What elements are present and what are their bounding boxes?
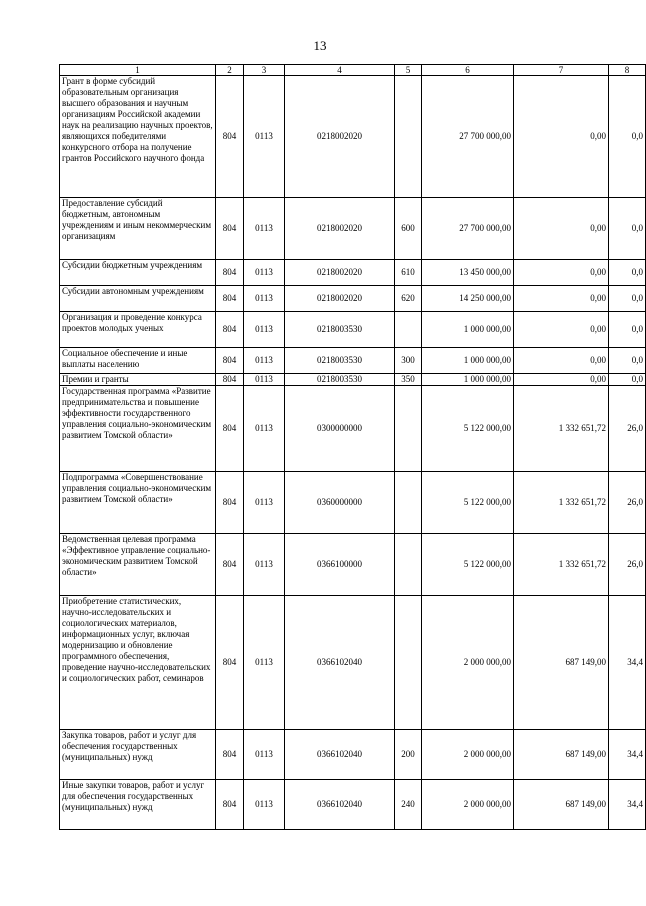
- cell-name: Социальное обеспечение и иные выплаты населению: [60, 348, 216, 374]
- cell-col6: 13 450 000,00: [422, 260, 514, 286]
- cell-col5: 300: [395, 348, 422, 374]
- table-row: [60, 730, 646, 780]
- cell-col6: 5 122 000,00: [422, 386, 514, 472]
- cell-col4: 0218002020: [285, 286, 395, 312]
- cell-col6: 5 122 000,00: [422, 534, 514, 596]
- table-row: [60, 312, 646, 348]
- cell-name: Организация и проведение конкурса проектов молодых ученых: [60, 312, 216, 348]
- table-row: [60, 76, 646, 198]
- cell-col3: 0113: [244, 198, 285, 260]
- cell-col6: 5 122 000,00: [422, 472, 514, 534]
- cell-name: Субсидии автономным учреждениям: [60, 286, 216, 312]
- cell-col8: 26,0: [609, 534, 646, 596]
- cell-name: Иные закупки товаров, работ и услуг для обеспечения государственных (муниципальных) нужд: [60, 780, 216, 830]
- cell-col3: 0113: [244, 286, 285, 312]
- cell-col4: 0366102040: [285, 596, 395, 730]
- cell-col8: 0,0: [609, 198, 646, 260]
- cell-name: Закупка товаров, работ и услуг для обеспечения государственных (муниципальных) нужд: [60, 730, 216, 780]
- cell-col8: 26,0: [609, 472, 646, 534]
- cell-col3: 0113: [244, 374, 285, 386]
- cell-col8: 0,0: [609, 76, 646, 198]
- cell-col5: [395, 472, 422, 534]
- cell-col6: 27 700 000,00: [422, 76, 514, 198]
- table-row: [60, 386, 646, 472]
- cell-col3: 0113: [244, 348, 285, 374]
- cell-col2: 804: [216, 386, 244, 472]
- cell-col8: 0,0: [609, 260, 646, 286]
- cell-col3: 0113: [244, 596, 285, 730]
- table-row: [60, 286, 646, 312]
- cell-col5: 200: [395, 730, 422, 780]
- cell-col3: 0113: [244, 76, 285, 198]
- column-header: 2: [216, 65, 244, 76]
- table-row: [60, 198, 646, 260]
- column-header: 1: [60, 65, 216, 76]
- cell-col3: 0113: [244, 312, 285, 348]
- cell-col8: 26,0: [609, 386, 646, 472]
- cell-col5: 240: [395, 780, 422, 830]
- cell-col2: 804: [216, 286, 244, 312]
- column-header: 4: [285, 65, 395, 76]
- table-row: [60, 596, 646, 730]
- header-row: [60, 65, 646, 76]
- cell-col6: 1 000 000,00: [422, 312, 514, 348]
- cell-col2: 804: [216, 312, 244, 348]
- cell-col3: 0113: [244, 730, 285, 780]
- cell-col6: 14 250 000,00: [422, 286, 514, 312]
- cell-col4: 0300000000: [285, 386, 395, 472]
- cell-col5: [395, 312, 422, 348]
- table-row: [60, 780, 646, 830]
- cell-col4: 0218002020: [285, 76, 395, 198]
- table-row: [60, 534, 646, 596]
- cell-col4: 0366102040: [285, 780, 395, 830]
- cell-col6: 1 000 000,00: [422, 348, 514, 374]
- cell-col6: 27 700 000,00: [422, 198, 514, 260]
- cell-col7: 687 149,00: [514, 780, 609, 830]
- cell-col8: 34,4: [609, 596, 646, 730]
- cell-col6: 2 000 000,00: [422, 596, 514, 730]
- cell-col7: 0,00: [514, 286, 609, 312]
- cell-col4: 0360000000: [285, 472, 395, 534]
- table-row: [60, 374, 646, 386]
- cell-col4: 0218003530: [285, 374, 395, 386]
- page-number: 13: [313, 38, 327, 53]
- cell-col4: 0218002020: [285, 260, 395, 286]
- cell-col5: 610: [395, 260, 422, 286]
- cell-col2: 804: [216, 596, 244, 730]
- cell-col8: 0,0: [609, 312, 646, 348]
- column-header: 5: [395, 65, 422, 76]
- cell-col7: 1 332 651,72: [514, 472, 609, 534]
- cell-col2: 804: [216, 198, 244, 260]
- cell-col2: 804: [216, 730, 244, 780]
- cell-col2: 804: [216, 260, 244, 286]
- cell-col4: 0218003530: [285, 312, 395, 348]
- table-row: [60, 260, 646, 286]
- table-row: [60, 348, 646, 374]
- cell-name: Грант в форме субсидий образовательным организация высшего образования и научным организациям Российской академии наук на реализацию научных проектов, являющихся победителями конкурсного отбора на получение грантов Российского научного фонда: [60, 76, 216, 198]
- cell-col7: 1 332 651,72: [514, 386, 609, 472]
- column-header: 7: [514, 65, 609, 76]
- cell-col6: 2 000 000,00: [422, 780, 514, 830]
- cell-col2: 804: [216, 780, 244, 830]
- cell-col5: [395, 386, 422, 472]
- cell-col8: 0,0: [609, 348, 646, 374]
- cell-col3: 0113: [244, 386, 285, 472]
- cell-col3: 0113: [244, 260, 285, 286]
- cell-col7: 687 149,00: [514, 596, 609, 730]
- column-header: 3: [244, 65, 285, 76]
- cell-col4: 0366102040: [285, 730, 395, 780]
- cell-col5: [395, 76, 422, 198]
- cell-col2: 804: [216, 76, 244, 198]
- cell-col3: 0113: [244, 472, 285, 534]
- cell-name: Приобретение статистических, научно-исследовательских и социологических материалов, информационных услуг, включая модернизацию и обновление программного обеспечения, проведение научно-исследовательских и социологических работ, семинаров: [60, 596, 216, 730]
- cell-col6: 2 000 000,00: [422, 730, 514, 780]
- cell-col5: 350: [395, 374, 422, 386]
- cell-col2: 804: [216, 348, 244, 374]
- cell-name: Премии и гранты: [60, 374, 216, 386]
- column-header: 8: [609, 65, 646, 76]
- cell-col7: 0,00: [514, 198, 609, 260]
- budget-table: [59, 64, 646, 830]
- cell-col6: 1 000 000,00: [422, 374, 514, 386]
- column-header: 6: [422, 65, 514, 76]
- cell-col7: 1 332 651,72: [514, 534, 609, 596]
- table-row: [60, 472, 646, 534]
- cell-col8: 34,4: [609, 730, 646, 780]
- cell-col4: 0218002020: [285, 198, 395, 260]
- cell-name: Государственная программа «Развитие предпринимательства и повышение эффективности государственного управления социально-экономическим развитием Томской области»: [60, 386, 216, 472]
- cell-col7: 0,00: [514, 260, 609, 286]
- cell-col5: [395, 534, 422, 596]
- cell-col2: 804: [216, 534, 244, 596]
- cell-col5: 620: [395, 286, 422, 312]
- cell-name: Предоставление субсидий бюджетным, автономным учреждениям и иным некоммерческим организациям: [60, 198, 216, 260]
- cell-col4: 0366100000: [285, 534, 395, 596]
- cell-name: Ведомственная целевая программа «Эффективное управление социально-экономическим развитием Томской области»: [60, 534, 216, 596]
- cell-col5: [395, 596, 422, 730]
- cell-col5: 600: [395, 198, 422, 260]
- cell-col2: 804: [216, 374, 244, 386]
- cell-col8: 34,4: [609, 780, 646, 830]
- cell-col8: 0,0: [609, 374, 646, 386]
- cell-col8: 0,0: [609, 286, 646, 312]
- cell-col7: 0,00: [514, 374, 609, 386]
- cell-col4: 0218003530: [285, 348, 395, 374]
- cell-name: Субсидии бюджетным учреждениям: [60, 260, 216, 286]
- cell-col7: 0,00: [514, 312, 609, 348]
- cell-col3: 0113: [244, 780, 285, 830]
- cell-col7: 0,00: [514, 348, 609, 374]
- cell-col2: 804: [216, 472, 244, 534]
- cell-name: Подпрограмма «Совершенствование управления социально-экономическим развитием Томской области»: [60, 472, 216, 534]
- cell-col7: 687 149,00: [514, 730, 609, 780]
- cell-col3: 0113: [244, 534, 285, 596]
- cell-col7: 0,00: [514, 76, 609, 198]
